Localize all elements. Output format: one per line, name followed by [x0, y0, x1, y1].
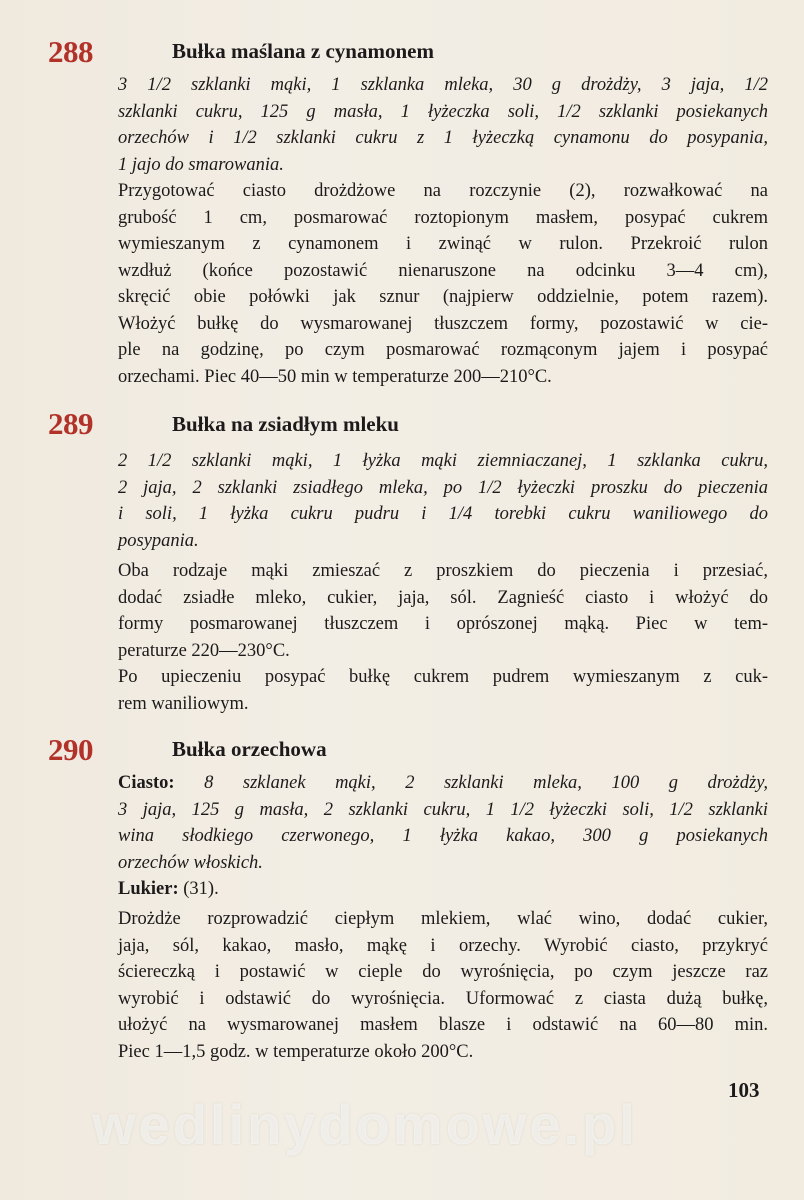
method-line: rem waniliowym.	[118, 693, 249, 714]
ingredients-line: orzechów i 1/2 szklanki cukru z 1 łyżeczką cynamonu do posypania,	[118, 128, 768, 148]
method-line: grubość 1 cm, posmarować roztopionym masłem, posypać cukrem	[118, 207, 768, 228]
ingredients-line: wina słodkiego czerwonego, 1 łyżka kakao, 300 g posiekanych	[118, 826, 768, 846]
watermark: wedlinydomowe.pl	[92, 1093, 638, 1156]
method-line: Oba rodzaje mąki zmieszać z proszkiem do pieczenia i przesiać,	[118, 561, 768, 581]
method-line: ściereczką i postawić w cieple do wyrośnięcia, po czym jeszcze raz	[118, 962, 768, 982]
method-line: orzechami. Piec 40—50 min w temperaturze 200—210°C.	[118, 366, 552, 387]
ingredients-line: 3 jaja, 125 g masła, 2 szklanki cukru, 1 1/2 łyżeczki soli, 1/2 szklanki	[118, 799, 768, 820]
recipe-title: Bułka na zsiadłym mleku	[172, 412, 399, 436]
preparation-text	[118, 558, 768, 717]
recipe-number: 289	[48, 406, 93, 441]
method-line: Włożyć bułkę do wysmarowanej tłuszczem formy, pozostawić w cie-	[118, 313, 768, 334]
method-line: wyrobić i odstawić do wyrośnięcia. Uformować z ciasta dużą bułkę,	[118, 988, 768, 1009]
ingredients-list	[118, 448, 768, 554]
ingredients-line: i soli, 1 łyżka cukru pudru i 1/4 torebki cukru waniliowego do	[118, 504, 768, 524]
preparation-text	[118, 178, 768, 390]
ingredients-line: posypania.	[118, 530, 199, 551]
method-line: peraturze 220—230°C.	[118, 640, 290, 661]
method-line: ple na godzinę, po czym posmarować rozmąconym jajem i posypać	[118, 340, 768, 360]
page-number: 103	[728, 1078, 760, 1102]
ingredients-text: 8 szklanek mąki, 2 szklanki mleka, 100 g drożdży,	[204, 773, 769, 793]
method-line: ułożyć na wysmarowanej masłem blasze i odstawić na 60—80 min.	[118, 1015, 768, 1035]
icing-reference: (31).	[183, 879, 219, 899]
method-line: wzdłuż (końce pozostawić nienaruszone na odcinku 3—4 cm),	[118, 260, 768, 281]
method-line: wymieszanym z cynamonem i zwinąć w rulon. Przekroić rulon	[118, 234, 768, 254]
method-line: Po upieczeniu posypać bułkę cukrem pudrem wymieszanym z cuk-	[118, 667, 768, 687]
ingredients-list	[118, 72, 768, 178]
ingredients-line: szklanki cukru, 125 g masła, 1 łyżeczka soli, 1/2 szklanki posiekanych	[118, 101, 768, 122]
method-line: jaja, sól, kakao, masło, mąkę i orzechy. Wyrobić ciasto, przykryć	[118, 935, 768, 956]
method-line: formy posmarowanej tłuszczem i oprószonej mąką. Piec w tem-	[118, 614, 768, 634]
ingredients-line: 2 1/2 szklanki mąki, 1 łyżka mąki ziemniaczanej, 1 szklanka cukru,	[118, 451, 768, 471]
recipe-title: Bułka orzechowa	[172, 737, 327, 761]
ingredients-line	[118, 770, 768, 797]
ingredients-line: 1 jajo do smarowania.	[118, 154, 284, 175]
recipe-number: 288	[48, 34, 93, 69]
method-line: Drożdże rozprowadzić ciepłym mlekiem, wlać wino, dodać cukier,	[118, 909, 768, 929]
recipe-number: 290	[48, 732, 93, 767]
ingredients-line: 3 1/2 szklanki mąki, 1 szklanka mleka, 30 g drożdży, 3 jaja, 1/2	[118, 75, 768, 95]
icing-label: Lukier:	[118, 879, 179, 899]
ingredients-list	[118, 770, 768, 903]
dough-label: Ciasto:	[118, 773, 175, 793]
icing-line	[118, 876, 768, 903]
method-line: Piec 1—1,5 godz. w temperaturze około 200°C.	[118, 1041, 474, 1062]
ingredients-line: 2 jaja, 2 szklanki zsiadłego mleka, po 1/2 łyżeczki proszku do pieczenia	[118, 477, 768, 498]
method-line: dodać zsiadłe mleko, cukier, jaja, sól. Zagnieść ciasto i włożyć do	[118, 587, 768, 608]
recipe-title: Bułka maślana z cynamonem	[172, 39, 434, 63]
method-line: skręcić obie połówki jak sznur (najpierw oddzielnie, potem razem).	[118, 287, 768, 307]
preparation-text	[118, 906, 768, 1065]
ingredients-line: orzechów włoskich.	[118, 852, 263, 873]
method-line: Przygotować ciasto drożdżowe na rozczynie (2), rozwałkować na	[118, 181, 768, 201]
